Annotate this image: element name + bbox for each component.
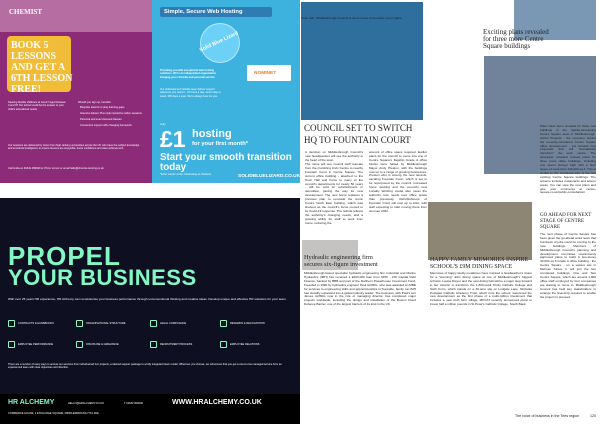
service-icon-1: [76, 320, 83, 327]
chemist-contact: Call Linda on 01642 499940 or 07xxx xxxxxx or email hello@chemist-tutoring.co.uk: [8, 167, 104, 170]
service-icon-0: [8, 320, 15, 327]
propel-ad: [0, 198, 300, 424]
main-headline-1: COUNCIL SET TO SWITCH: [304, 123, 413, 133]
sidebar-headline-1: Exciting plans revealed: [483, 28, 549, 36]
chemist-benefits-title: Should you sign up, benefits:: [78, 101, 112, 104]
chemist-benefit-0: Bespoke lessons to plug learning gaps: [80, 106, 125, 109]
hosting-url[interactable]: SOLIDBLUELIZARD.CO.UK: [238, 174, 301, 179]
offer-line-2: LESSONS: [11, 51, 57, 62]
sidebar2-headline-2: STAGE OF CENTRE: [540, 219, 585, 224]
hosting-price: £1: [160, 126, 186, 152]
service-label-4: EMPLOYEE PERFORMANCE: [18, 343, 54, 346]
chemist-middle-text: Our sessions are delivered by tutors from high-ranking universities across the UK who have the subject knowledge and emotional intelligence to ensure lessons are enjoyable, boost confidence and raise achievement.: [8, 144, 140, 151]
story3-text: Memories of happy family mealtimes have inspired a headteacher's vision for a "stunning" £9m dining space at one of Middlesbrough's biggest schools. Louise Dwyer and the new dining hall will be a major step forward in her mission to transform the 1,800-pupil Trinity Catholic College and Sixth Form, which stands on a 30-acre site on Lodgate Lane. Nicholas Postgate Catholic Academy Trust, which runs the school, welcomed the new development as the first phase of a multi-million investment that includes a new sixth form village. MFCAT recently announced plans to invest half a million pounds in St Peter's Catholic College, South Bank.: [430, 272, 532, 307]
main-headline-2: HQ TO FOUNTAIN COURT: [304, 135, 411, 145]
hosting-price-tag1: hosting: [192, 128, 232, 140]
right-page-number: 120: [590, 414, 596, 418]
chemist-ad: [0, 0, 152, 183]
chemist-benefit-2: Personal and exam-focused classes: [80, 118, 122, 121]
sidebar2-headline-3: SQUARE: [540, 225, 561, 230]
offer-line-1: BOOK 5: [11, 40, 49, 51]
hosting-body: Our dedicated and reliable team deliver support whenever you need it - 24 hours a day, seven days a week, 365 days a year. We're always here for you.: [160, 88, 221, 98]
story2-headline-1: Hydraulic engineering firm: [304, 254, 373, 261]
service-icon-3: [220, 320, 227, 327]
story3-headline-2: SCHOOL'S £9M DINING SPACE: [430, 264, 513, 270]
main-column-1: The move will see council staff relocate from the crumbling Civic Centre to nearby Fountain Court in Centre Square. The current office building - attached to the Town Hall and home to many of the council's departments for nearly 50 years - will be sold for refurbishment or demolition, paving the way for new development. The new home replaces a previous plan to renovate the iconic Centre North East building, which was shelved as the council's focus moved to its Covid-19 response. The rethink reflects the authority's changing needs, and a growing ability for staff to work from home, reducing the: [305, 163, 363, 225]
service-label-6: RECRUITMENT PROCESS: [160, 343, 193, 346]
story3-photo: [428, 202, 532, 260]
propel-intro: With over 25 years HR experience, HR Alchemy can revolutionise your business performance through unconventional thinking and creative ideas. Develop unique and effective HR solutions for your team.: [8, 297, 287, 301]
propel-footer-email[interactable]: HELLO@HRALCHEMY.CO.UK: [68, 402, 105, 405]
service-icon-5: [76, 341, 83, 348]
service-label-5: DISCIPLINE & GRIEVANCE: [86, 343, 119, 346]
story3-headline-1: HAPPY FAMILY MEMORIES INSPIRE: [430, 257, 529, 263]
propel-footer-address: COMMERCE HOUSE, 1 EXCHANGE SQUARE, MIDDLESBROUGH TS1 1DE: [8, 412, 99, 415]
hosting-badge-label: Simple, Secure Web Hosting: [164, 9, 243, 15]
service-icon-7: [220, 341, 227, 348]
propel-footer-logo: HR ALCHEMY: [8, 399, 55, 406]
propel-title-1: PROPEL: [8, 241, 121, 271]
service-icon-4: [8, 341, 15, 348]
hosting-logo-text: Solid Blue Lizard: [198, 30, 240, 54]
right-footer: The voice of business in the Tees region: [514, 414, 579, 418]
offer-line-4: 6TH LESSON: [11, 73, 73, 84]
hosting-price-label: only: [160, 122, 166, 126]
sidebar-headline-2: for three more Centre: [483, 35, 544, 43]
propel-footer-phone: T 01642 000000: [124, 402, 143, 405]
sidebar2-headline-1: GO AHEAD FOR NEXT: [540, 213, 592, 218]
sidebar-headline-3: Square buildings: [483, 42, 531, 50]
service-label-2: LEGAL COMPLIANCE: [160, 322, 187, 325]
offer-line-5: FREE!: [11, 84, 41, 95]
hosting-headline: Start your smooth transition today: [160, 152, 292, 173]
chemist-logo: CHEMIST: [9, 8, 43, 16]
propel-notice: There are a number of easy ways to access our services from individual ad hoc projects, a tailored support package to a fully integrated team model. Wherever you choose, we will ensure that you get a one-to-one managed service from an experienced team with clear objectives and direction.: [8, 363, 282, 370]
service-label-0: CONTRACTS & HANDBOOKS: [18, 322, 54, 325]
chemist-photo-strip: [0, 0, 152, 32]
hosting-intro: Providing you with exceptional web hosting solutions. We're an independent organisation bringing you a friendly and personal service.: [160, 69, 217, 79]
hosting-footnote: *Enter coupon code: freehosting at checkout: [160, 173, 212, 176]
service-icon-6: [150, 341, 157, 348]
hosting-price-tag2: for your first month*: [192, 141, 249, 147]
hosting-ad: [152, 0, 300, 183]
chemist-benefit-1: Intensive Eleven Plus style interactive tuition sessions: [80, 112, 142, 115]
propel-title-2: YOUR BUSINESS: [8, 265, 197, 290]
chemist-question: Seeking flexible childcare at home? Aged between 3 and 6? Our school could be the answer to your child's educational needs: [8, 101, 66, 111]
propel-footer-web[interactable]: WWW.HRALCHEMY.CO.UK: [172, 399, 262, 406]
sidebar2-text: The next phase of Centre Square has been given the go-ahead amid news that hundreds of jobs could be coming to the new buildings. Members of Middlesbrough Council's planning and development committee unanimously approved plans to build 3 two-storey 40,000 sq ft Grade A office building - the Centre Square - on a vacant site in Melrose Street. It will join the two completed buildings, One and Two Centre Square, which are around 1,000 office staff employed by four companies are starting to move in. Middlesbrough Council has held key stakeholders to arrange the financing required to enable the project to proceed.: [540, 233, 596, 299]
story2-text: Middlesbrough-based specialist hydraulic engineering firm Industrial and Marine Hydraulics (IMH) has received a £200,000 loan from NPIF - FW Capital Debt Finance, backed by BBB and part of the Northern Powerhouse Investment Fund. Founded in 1990 by hydraulics engineer Paul Griffiths, who was awarded an MBE for services to engineering skills and apprenticeships in Teesside, family-run IMH has steadily expanded into a global industry leader. The business, with Paul's son James Griffiths now in the role of managing director, has completed major projects worldwide, including the design and installation of the Boston Flood Defence Barrier, one of the largest barriers of its kind in the UK.: [304, 272, 416, 307]
story2-headline-2: secures six-figure investment: [304, 261, 378, 268]
sidebar-text: Plans have been unveiled for three new buildings in the rapidly-developing Centre Square area of Middlesbrough. Ashell Projects - the company behind the recently-completed Centre Square office development - put forward new proposals that will "dramatically transform" the town centre. The developer unveiled revised plans for three more office buildings, including one seven storeys high with a floor space of more than 100,000 sq ft. This is similar to the combined size of the two existing Centre Square buildings. The scheme includes restaurants and leisure areas. You can view the new plans and give your comments at centre-square.co.uk/public-consultation/: [540, 125, 596, 195]
service-label-3: REWARDS & RECOGNITION: [230, 322, 265, 325]
service-label-1: ORGANISATIONAL STRUCTURE: [86, 322, 126, 325]
offer-line-3: AND GET A: [11, 62, 66, 73]
main-column-2: amount of office space required. Earlier plans for the council to move into one of Centre Square's flagship Grade A office blocks were halted by Middlesbrough Mayor Andy Preston, with the buildings now let to a range of growing businesses. Preston who is among the new tenants, vacating Fountain Court, which is set to be repurposed by the council. Increased home working and the council's new Locality Working model also mean the authority now needs less office space than previously. Refurbishment of Fountain Court will cost up to £4m, with staff expecting to start moving there from summer 2022.: [369, 151, 427, 213]
chemist-benefit-3: Convenient support with changing homework: [80, 124, 132, 127]
main-lead: A decision on Middlesbrough Council's new headquarters will see the authority in the heart of the town.: [305, 150, 363, 162]
service-label-7: EMPLOYEE RELATIONS: [230, 343, 260, 346]
photo-caption: Town hall - Middlesbrough Council is set to move to Fountain Court (right): [301, 16, 402, 20]
nominet-logo: NOMINET: [254, 71, 277, 76]
service-icon-2: [150, 320, 157, 327]
